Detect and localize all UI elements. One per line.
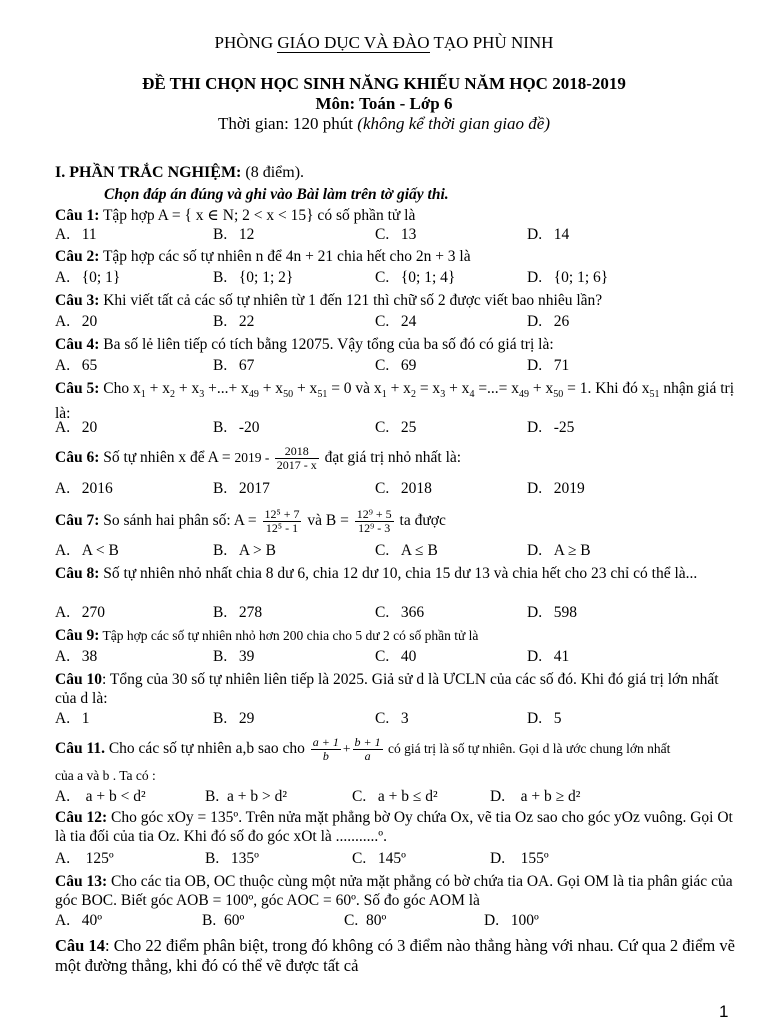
page-number: 1	[719, 1002, 729, 1021]
q9-option-b: B. 39	[213, 648, 255, 665]
question-11-cont: của a và b . Ta có :	[55, 768, 156, 783]
exam-subject: Môn: Toán - Lớp 6	[315, 94, 453, 113]
q7-fraction-a: $\frac{\text{12⁵ + 7}}{\text{12⁵ - 1}}$	[264, 506, 300, 535]
q6-option-b: B. 2017	[213, 480, 270, 497]
exam-title: ĐỀ THI CHỌN HỌC SINH NĂNG KHIẾU NĂM HỌC 2018-2019	[142, 74, 626, 93]
q6-option-d: D. 2019	[527, 480, 585, 497]
q11-option-b: B. a + b > d²	[205, 788, 287, 805]
q8-option-a: A. 270	[55, 604, 105, 621]
q1-option-a: A. 11	[55, 226, 97, 243]
question-11: Câu 11. Cho các số tự nhiên a,b sao cho $\frac{a + 1}{b}$ + $\frac{b + 1}{a}$ có giá trị là số tự nhiên. Gọi d là ước chung lớn nhất	[55, 734, 671, 763]
q1-option-d: D. 14	[527, 226, 570, 243]
question-12: Câu 12: Cho góc xOy = 135º. Trên nửa mặt phẳng bờ Oy chứa Ox, vẽ tia Oz sao cho góc yOz vuông. Gọi Ot là tia đối của tia Oz. Khi đó số đo góc xOt là ...........º.	[55, 809, 733, 845]
q3-option-c: C. 24	[375, 313, 417, 330]
q8-option-b: B. 278	[213, 604, 263, 621]
q8-option-d: D. 598	[527, 604, 577, 621]
q11-option-c: C. a + b ≤ d²	[352, 788, 438, 805]
section-title: I. PHẦN TRẮC NGHIỆM: (8 điểm).	[55, 164, 305, 181]
q7-option-c: C. A ≤ B	[375, 542, 438, 559]
exam-time: Thời gian: 120 phút (không kể thời gian giao đề)	[217, 114, 551, 133]
q13-option-a: A. 40º	[55, 912, 103, 929]
question-10: Câu 10: Tổng của 30 số tự nhiên liên tiếp là 2025. Giả sử d là ƯCLN của các số đó. Khi đó giá trị lớn nhất của d là:	[55, 671, 719, 707]
question-4: Câu 4: Ba số lẻ liên tiếp có tích bằng 12075. Vậy tổng của ba số đó có giá trị là:	[55, 336, 554, 353]
question-7: Câu 7: So sánh hai phân số: A = $\frac{\text{12⁵ + 7}}{\text{12⁵ - 1}}$ và B = $\frac{\text{12⁹ + 5}}{\text{12⁹ - 3}}$ ta được	[55, 506, 446, 535]
q4-option-b: B. 67	[213, 357, 255, 374]
q13-option-d: D. 100º	[484, 912, 539, 929]
q11-option-a: A. a + b < d²	[55, 788, 146, 805]
q4-option-d: D. 71	[527, 357, 570, 374]
q6-option-c: C. 2018	[375, 480, 432, 497]
q11-option-d: D. a + b ≥ d²	[490, 788, 581, 805]
q12-option-c: C. 145º	[352, 850, 406, 867]
q3-option-b: B. 22	[213, 313, 255, 330]
q10-option-a: A. 1	[55, 710, 90, 727]
question-5: Câu 5: Cho $x_1 + x_2 + x_3$ +...+ $x_{49} + x_{50} + x_{51} = 0$ và $x_1 + x_2 = x_3 + x_4$ =...= $x_{49} + x_{50} = 1$. Khi đó $x_{51}$ nhận giá trị là:	[55, 380, 735, 423]
q12-option-d: D. 155º	[490, 850, 549, 867]
q3-option-a: A. 20	[55, 313, 98, 330]
q6-expression: 2019 -	[234, 450, 273, 465]
q9-option-a: A. 38	[55, 648, 98, 665]
q7-option-b: B. A > B	[213, 542, 277, 559]
q5-option-d: D. -25	[527, 419, 575, 436]
q6-option-a: A. 2016	[55, 480, 113, 497]
q5-option-a: A. 20	[55, 419, 98, 436]
q13-option-b: B. 60º	[202, 912, 245, 929]
q7-option-d: D. A ≥ B	[527, 542, 591, 559]
q12-option-a: A. 125º	[55, 850, 114, 867]
q5-option-b: B. -20	[213, 419, 260, 436]
q4-option-c: C. 69	[375, 357, 417, 374]
q10-option-c: C. 3	[375, 710, 409, 727]
q12-option-b: B. 135º	[205, 850, 259, 867]
q2-option-b: B. {0; 1; 2}	[213, 269, 294, 286]
q8-option-c: C. 366	[375, 604, 425, 621]
q13-option-c: C. 80º	[344, 912, 387, 929]
q9-option-c: C. 40	[375, 648, 417, 665]
question-3: Câu 3: Khi viết tất cả các số tự nhiên từ 1 đến 121 thì chữ số 2 được viết bao nhiêu lần?	[55, 292, 603, 309]
q2-option-d: D. {0; 1; 6}	[527, 269, 609, 286]
question-8: Câu 8: Số tự nhiên nhỏ nhất chia 8 dư 6, chia 12 dư 10, chia 15 dư 13 và chia hết cho 23 chỉ có thể là...	[55, 565, 698, 582]
q2-option-a: A. {0; 1}	[55, 269, 121, 286]
q1-option-c: C. 13	[375, 226, 417, 243]
question-2: Câu 2: Tập hợp các số tự nhiên n để 4n + 21 chia hết cho 2n + 3 là	[55, 248, 471, 265]
q10-option-d: D. 5	[527, 710, 562, 727]
q5-option-c: C. 25	[375, 419, 417, 436]
q11-fraction-2: $\frac{b + 1}{a}$	[354, 734, 381, 763]
q9-option-d: D. 41	[527, 648, 570, 665]
department-header: PHÒNG GIÁO DỤC VÀ ĐÀO TẠO PHÙ NINH	[214, 33, 554, 52]
q2-option-c: C. {0; 1; 4}	[375, 269, 456, 286]
q6-fraction: $\frac{2018}{2017 - x}$	[276, 443, 317, 472]
q3-option-d: D. 26	[527, 313, 570, 330]
question-9: Câu 9: Tập hợp các số tự nhiên nhỏ hơn 200 chia cho 5 dư 2 có số phần tử là	[55, 627, 479, 644]
q4-option-a: A. 65	[55, 357, 98, 374]
q10-option-b: B. 29	[213, 710, 255, 727]
q7-option-a: A. A < B	[55, 542, 119, 559]
question-13: Câu 13: Cho các tia OB, OC thuộc cùng một nửa mặt phẳng có bờ chứa tia OA. Gọi OM là tia phân giác của góc BOC. Biết góc AOB = 100º, góc AOC = 60º. Số đo góc AOM là	[55, 873, 733, 909]
question-6: Câu 6: Số tự nhiên x để A = 2019 - $\frac{2018}{2017 - x}$ đạt giá trị nhỏ nhất là:	[55, 443, 462, 472]
q7-fraction-b: $\frac{\text{12⁹ + 5}}{\text{12⁹ - 3}}$	[356, 506, 392, 535]
section-instruction: Chọn đáp án đúng và ghi vào Bài làm trên tờ giấy thi.	[104, 186, 449, 203]
question-14: Câu 14: Cho 22 điểm phân biệt, trong đó không có 3 điểm nào thẳng hàng với nhau. Cứ qua 2 điểm vẽ một đường thẳng, khi đó có thể vẽ được tất cả	[55, 936, 735, 975]
q11-fraction-1: $\frac{a + 1}{b}$	[312, 734, 339, 763]
q1-option-b: B. 12	[213, 226, 255, 243]
question-1: Câu 1: Tập hợp A = { x ∈ N; 2 < x < 15} có số phần tử là	[55, 207, 416, 224]
